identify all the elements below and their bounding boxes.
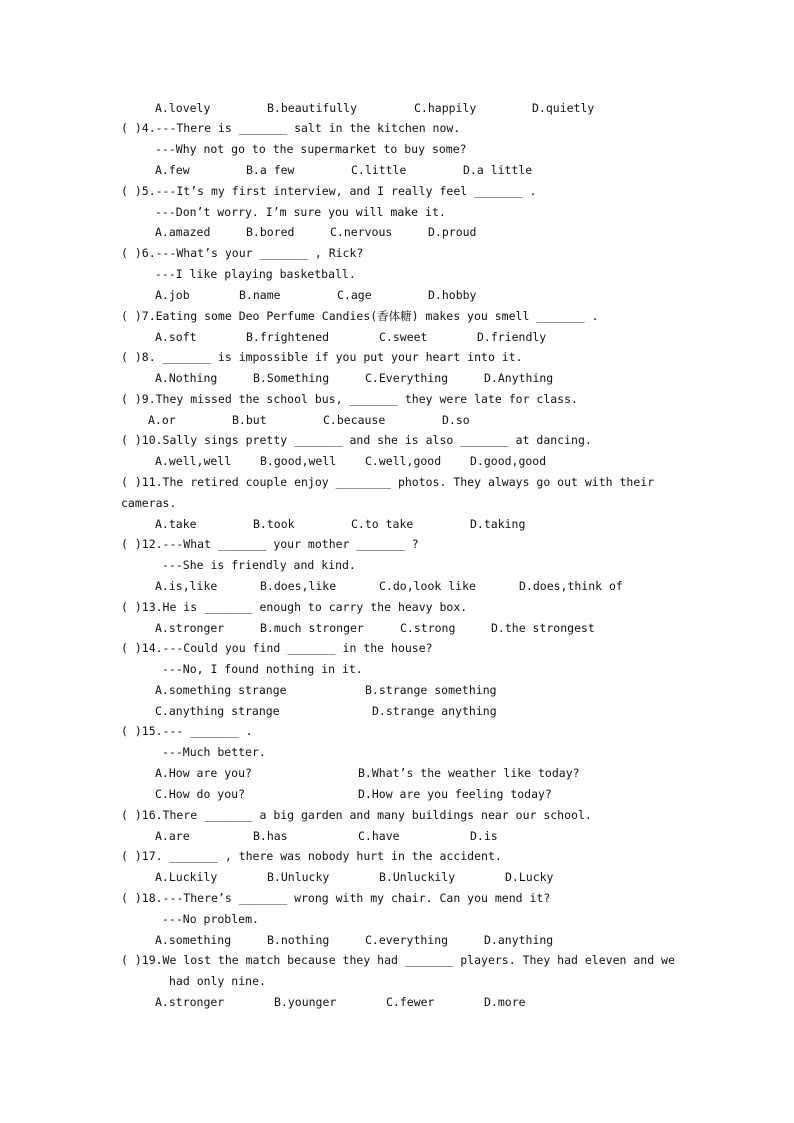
answer-option: D.is bbox=[470, 829, 498, 843]
answer-option: A.lovely bbox=[155, 101, 211, 115]
question-line: ( )12.---What _______ your mother _______ ? bbox=[121, 537, 419, 551]
answer-option: A.take bbox=[155, 517, 197, 531]
answer-option: D.strange anything bbox=[372, 704, 497, 718]
answer-option: C.anything strange bbox=[155, 704, 280, 718]
answer-option: C.nervous bbox=[330, 225, 393, 239]
answer-option: C.fewer bbox=[386, 995, 435, 1009]
question-line: ( )7.Eating some Deo Perfume Candies(香体糖) makes you smell _______ . bbox=[121, 309, 599, 323]
answer-option: A.Nothing bbox=[155, 371, 218, 385]
answer-option: D.more bbox=[484, 995, 526, 1009]
answer-option: C.little bbox=[351, 163, 407, 177]
answer-option: A.stronger bbox=[155, 995, 225, 1009]
question-line: ---No problem. bbox=[162, 912, 259, 926]
answer-option: A.something bbox=[155, 933, 232, 947]
answer-option: D.the strongest bbox=[491, 621, 595, 635]
answer-option: D.does,think of bbox=[519, 579, 623, 593]
question-line: had only nine. bbox=[169, 974, 266, 988]
answer-option: D.proud bbox=[428, 225, 477, 239]
answer-option: B.much stronger bbox=[260, 621, 364, 635]
answer-option: A.something strange bbox=[155, 683, 287, 697]
answer-option: A.Luckily bbox=[155, 870, 218, 884]
answer-option: A.soft bbox=[155, 330, 197, 344]
answer-option: D.a little bbox=[463, 163, 533, 177]
question-line: ( )11.The retired couple enjoy ________ photos. They always go out with their bbox=[121, 475, 655, 489]
answer-option: B.a few bbox=[246, 163, 295, 177]
question-line: ( )14.---Could you find _______ in the house? bbox=[121, 641, 433, 655]
question-line: ( )19.We lost the match because they had _______ players. They had eleven and we bbox=[121, 953, 675, 967]
answer-option: A.or bbox=[148, 413, 176, 427]
question-line: ---Much better. bbox=[162, 745, 266, 759]
answer-option: B.frightened bbox=[246, 330, 330, 344]
question-line: ( )9.They missed the school bus, _______ they were late for class. bbox=[121, 392, 578, 406]
answer-option: B.nothing bbox=[267, 933, 330, 947]
answer-option: C.strong bbox=[400, 621, 456, 635]
answer-option: C.do,look like bbox=[379, 579, 476, 593]
question-line: ---No, I found nothing in it. bbox=[162, 662, 363, 676]
answer-option: A.are bbox=[155, 829, 190, 843]
answer-option: B.name bbox=[239, 288, 281, 302]
answer-option: C.happily bbox=[414, 101, 477, 115]
question-line: ( )18.---There’s _______ wrong with my chair. Can you mend it? bbox=[121, 891, 551, 905]
answer-option: B.Something bbox=[253, 371, 330, 385]
answer-option: A.well,well bbox=[155, 454, 232, 468]
answer-option: C.How do you? bbox=[155, 787, 246, 801]
answer-option: B.beautifully bbox=[267, 101, 358, 115]
answer-option: B.Unlucky bbox=[267, 870, 330, 884]
answer-option: D.Lucky bbox=[505, 870, 554, 884]
question-line: ( )5.---It’s my first interview, and I really feel _______ . bbox=[121, 184, 537, 198]
answer-option: B.younger bbox=[274, 995, 337, 1009]
answer-option: C.because bbox=[323, 413, 386, 427]
answer-option: C.have bbox=[358, 829, 400, 843]
answer-option: C.Everything bbox=[365, 371, 449, 385]
answer-option: A.job bbox=[155, 288, 190, 302]
question-line: ( )4.---There is _______ salt in the kitchen now. bbox=[121, 121, 461, 135]
answer-option: C.to take bbox=[351, 517, 414, 531]
answer-option: D.friendly bbox=[477, 330, 547, 344]
answer-option: C.everything bbox=[365, 933, 449, 947]
answer-option: D.quietly bbox=[532, 101, 595, 115]
answer-option: B.does,like bbox=[260, 579, 337, 593]
answer-option: A.How are you? bbox=[155, 766, 252, 780]
question-line: ---She is friendly and kind. bbox=[162, 558, 356, 572]
question-line: ( )10.Sally sings pretty _______ and she is also _______ at dancing. bbox=[121, 433, 592, 447]
answer-option: B.What’s the weather like today? bbox=[358, 766, 580, 780]
answer-option: B.but bbox=[232, 413, 267, 427]
answer-option: B.has bbox=[253, 829, 288, 843]
answer-option: B.good,well bbox=[260, 454, 337, 468]
answer-option: A.is,like bbox=[155, 579, 218, 593]
question-line: ( )6.---What’s your _______ , Rick? bbox=[121, 246, 364, 260]
answer-option: B.bored bbox=[246, 225, 295, 239]
question-line: ---I like playing basketball. bbox=[155, 267, 356, 281]
answer-option: C.sweet bbox=[379, 330, 428, 344]
question-line: ---Don’t worry. I’m sure you will make it. bbox=[155, 205, 446, 219]
answer-option: A.few bbox=[155, 163, 190, 177]
answer-option: B.strange something bbox=[365, 683, 497, 697]
question-line: ( )17. _______ , there was nobody hurt in the accident. bbox=[121, 849, 502, 863]
question-line: ( )15.--- _______ . bbox=[121, 724, 253, 738]
answer-option: C.age bbox=[337, 288, 372, 302]
answer-option: A.stronger bbox=[155, 621, 225, 635]
answer-option: D.Anything bbox=[484, 371, 554, 385]
answer-option: B.Unluckily bbox=[379, 870, 456, 884]
answer-option: D.good,good bbox=[470, 454, 547, 468]
question-line: cameras. bbox=[121, 496, 177, 510]
question-line: ---Why not go to the supermarket to buy some? bbox=[155, 142, 467, 156]
answer-option: D.How are you feeling today? bbox=[358, 787, 552, 801]
question-line: ( )16.There _______ a big garden and many buildings near our school. bbox=[121, 808, 592, 822]
answer-option: A.amazed bbox=[155, 225, 211, 239]
answer-option: C.well,good bbox=[365, 454, 442, 468]
answer-option: D.hobby bbox=[428, 288, 477, 302]
question-line: ( )13.He is _______ enough to carry the heavy box. bbox=[121, 600, 468, 614]
answer-option: D.taking bbox=[470, 517, 526, 531]
answer-option: B.took bbox=[253, 517, 295, 531]
answer-option: D.anything bbox=[484, 933, 554, 947]
answer-option: D.so bbox=[442, 413, 470, 427]
question-line: ( )8. _______ is impossible if you put your heart into it. bbox=[121, 350, 523, 364]
